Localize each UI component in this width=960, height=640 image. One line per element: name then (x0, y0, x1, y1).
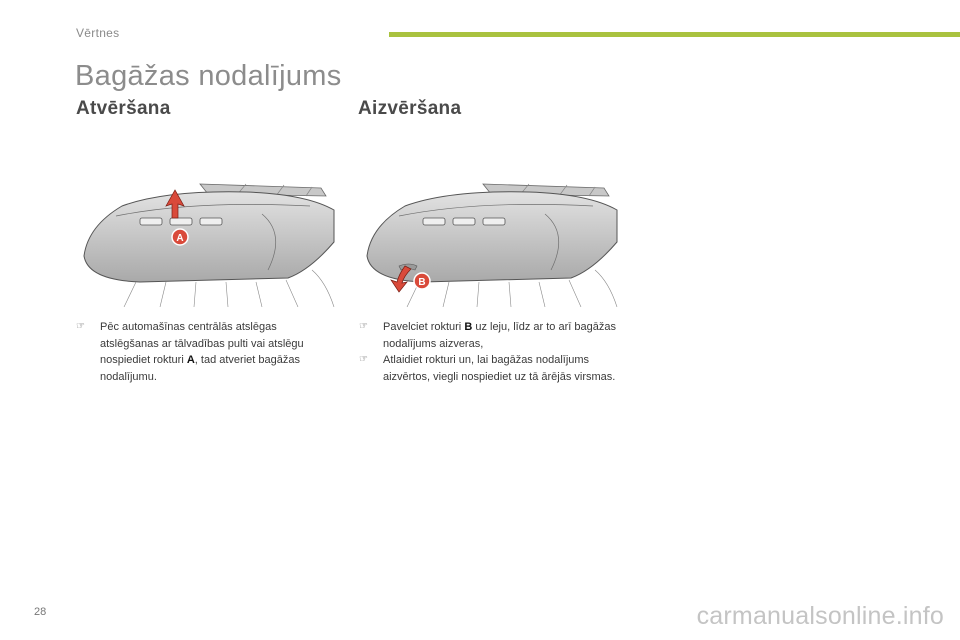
chapter-label: Vērtnes (76, 26, 120, 40)
page-title: Bagāžas nodalījums (75, 60, 342, 92)
section-heading-closing: Aizvēršana (358, 98, 462, 119)
header-accent-bar (389, 32, 960, 37)
tailgate-opening-illustration (76, 170, 336, 307)
instruction-text: Pēc automašīnas centrālās atslēgas atslēgšanas ar tālvadības pulti vai atslēgu nospiediet rokturi (100, 321, 304, 366)
tailgate-handle-grip (423, 218, 505, 225)
closing-instructions-list (359, 319, 621, 385)
instruction-text: Atlaidiet rokturi un, lai bagāžas nodalījums aizvērtos, viegli nospiediet uz tā ārējās virsmas. (383, 354, 616, 383)
list-item (76, 319, 338, 385)
instruction-text: uz leju, līdz ar to arī bagāžas nodalījums aizveras, (383, 321, 616, 350)
watermark-text: carmanualsonline.info (696, 602, 944, 630)
instruction-text: Pavelciet rokturi (383, 321, 465, 333)
callout-a-marker (172, 229, 188, 245)
callout-b-marker (414, 273, 430, 289)
pointing-hand-icon: ☞ (359, 354, 368, 365)
tailgate-closing-illustration (359, 170, 619, 307)
page-number: 28 (34, 606, 47, 618)
opening-instructions-list (76, 319, 338, 385)
callout-b-label: B (418, 277, 426, 288)
pointing-hand-icon: ☞ (76, 321, 85, 332)
tailgate-handle-grip (140, 218, 222, 225)
handle-a-reference: A (186, 354, 195, 366)
instruction-text: , tad atveriet bagāžas nodalījumu. (100, 354, 300, 383)
callout-a-label: A (176, 233, 184, 244)
list-item (359, 352, 621, 385)
list-item (359, 319, 621, 352)
handle-b-reference: B (464, 321, 473, 333)
section-heading-opening: Atvēršana (76, 98, 171, 119)
pointing-hand-icon: ☞ (359, 321, 368, 332)
